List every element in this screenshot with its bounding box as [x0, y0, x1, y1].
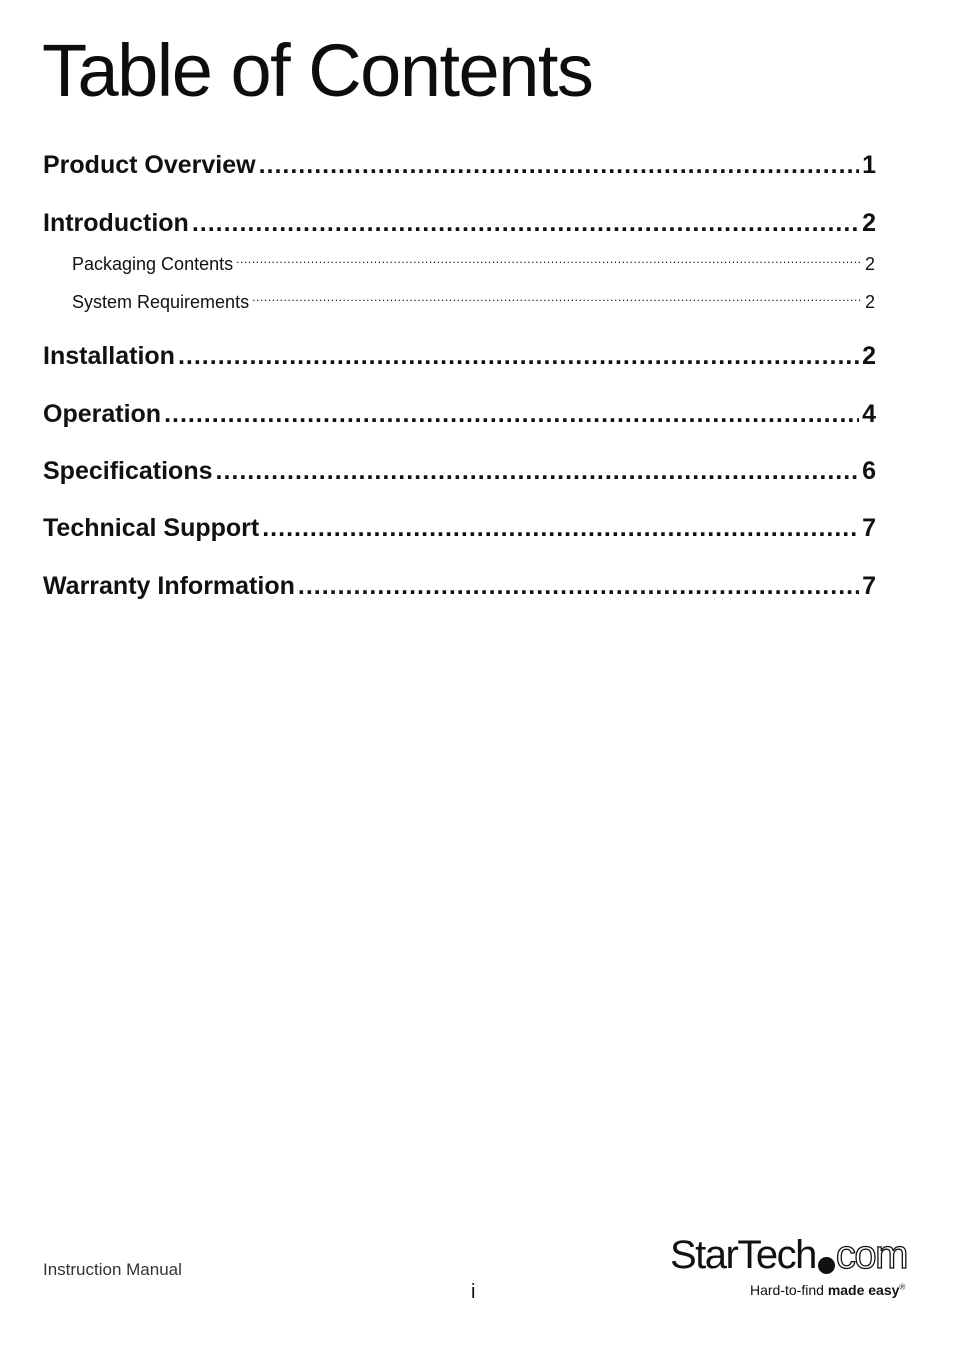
toc-entry-label: Product Overview: [43, 151, 256, 179]
toc-entry-installation[interactable]: [43, 339, 876, 373]
logo-tagline-bold: made easy: [827, 1282, 900, 1298]
toc-entry-product-overview[interactable]: [43, 148, 876, 182]
toc-entry-system-requirements[interactable]: [72, 289, 875, 315]
logo-registered-mark: ®: [899, 1282, 906, 1292]
toc-entry-label: Installation: [43, 342, 175, 370]
page-title: Table of Contents: [42, 29, 593, 112]
toc-leader-dots: [259, 148, 860, 182]
logo-tagline: [750, 1282, 905, 1298]
toc-entry-label: Warranty Information: [43, 572, 295, 600]
toc-entry-label: System Requirements: [72, 292, 250, 312]
logo-tagline-regular: Hard-to-find: [750, 1282, 828, 1298]
toc-leader-dots: [298, 569, 859, 603]
startech-logo: [670, 1232, 915, 1304]
toc-leader-dots: [262, 511, 859, 545]
toc-entry-label: Operation: [43, 400, 162, 428]
toc-entry-label: Packaging Contents: [72, 254, 234, 274]
toc-entry-introduction[interactable]: [43, 206, 876, 240]
toc-entry-label: Introduction: [43, 209, 189, 237]
toc-entry-technical-support[interactable]: [43, 511, 876, 545]
toc-entry-page: 1: [862, 151, 876, 179]
toc-leader-dots: [192, 206, 859, 240]
toc-entry-page: 4: [862, 400, 876, 428]
logo-dot-icon: [818, 1257, 835, 1274]
toc-leader-dots: [216, 454, 860, 488]
toc-entry-label: Specifications: [43, 457, 213, 485]
toc-entry-label: Technical Support: [43, 514, 260, 542]
toc-entry-page: 7: [862, 572, 876, 600]
logo-wordmark-suffix: com: [835, 1233, 907, 1277]
toc-entry-warranty-information[interactable]: [43, 569, 876, 603]
toc-entry-page: 7: [862, 514, 876, 542]
toc-leader-dots: [252, 289, 862, 315]
toc-entry-operation[interactable]: [43, 397, 876, 431]
logo-wordmark-main: StarTech: [670, 1233, 816, 1277]
toc-leader-dots: [178, 339, 859, 373]
toc-entry-page: 2: [862, 209, 876, 237]
toc-entry-packaging-contents[interactable]: [72, 251, 875, 277]
footer-document-type: Instruction Manual: [43, 1260, 182, 1279]
toc-leader-dots: [164, 397, 859, 431]
toc-leader-dots: [236, 251, 862, 277]
footer-page-number: i: [471, 1281, 476, 1303]
toc-entry-page: 2: [864, 254, 875, 274]
toc-entry-page: 2: [862, 342, 876, 370]
toc-entry-specifications[interactable]: [43, 454, 876, 488]
toc-entry-page: 6: [862, 457, 876, 485]
logo-wordmark: [670, 1232, 907, 1278]
toc-entry-page: 2: [864, 292, 875, 312]
